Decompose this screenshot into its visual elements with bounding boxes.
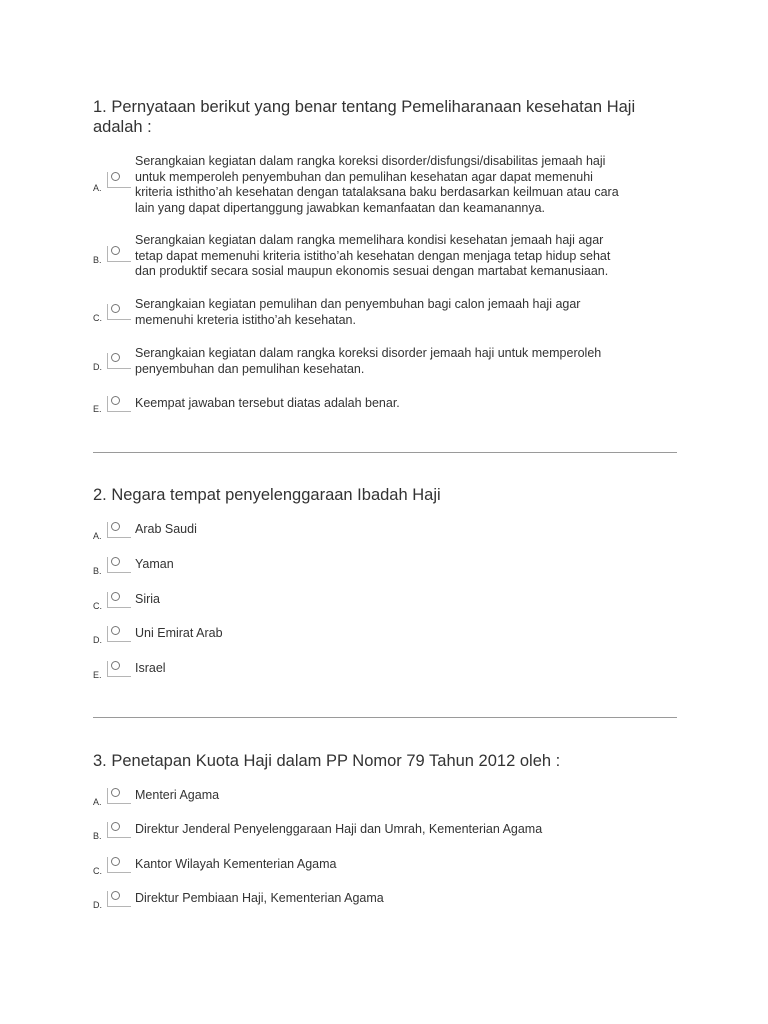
option-text: Yaman — [135, 557, 174, 571]
option-letter: A. — [93, 797, 102, 807]
option-letter: C. — [93, 313, 102, 323]
option-letter: D. — [93, 362, 102, 372]
radio-container — [107, 353, 131, 369]
option-text: Uni Emirat Arab — [135, 626, 223, 640]
option-letter: A. — [93, 531, 102, 541]
question-divider — [93, 452, 677, 453]
option-text: Siria — [135, 592, 161, 606]
option-letter: B. — [93, 566, 102, 576]
option-letter: B. — [93, 255, 102, 265]
option-text: Direktur Pembiaan Haji, Kementerian Agama — [135, 891, 384, 905]
option-letter: D. — [93, 635, 102, 645]
question-2 — [93, 485, 678, 680]
option-text: Israel — [135, 661, 166, 675]
radio-button[interactable] — [111, 522, 120, 531]
radio-button[interactable] — [111, 788, 120, 797]
radio-button[interactable] — [111, 592, 120, 601]
radio-button[interactable] — [111, 172, 120, 181]
radio-button[interactable] — [111, 353, 120, 362]
option-text: Serangkaian kegiatan dalam rangka koreksi disorder/disfungsi/disabilitas jemaah haji untuk memperoleh penyembuhan dan pemulihan kesehatan agar dapat memenuhi kriteria isthitho’ah kesehatan dengan tatalaksana baku berdasarkan keilmuan atau cara lain yang dapat dipertanggung jawabkan kemanfaatan dan keamanannya. — [135, 154, 619, 215]
radio-button[interactable] — [111, 304, 120, 313]
radio-container — [107, 396, 131, 412]
question-2-title: 2. Negara tempat penyelenggaraan Ibadah Haji — [93, 486, 441, 504]
radio-button[interactable] — [111, 396, 120, 405]
option-text: Arab Saudi — [135, 522, 197, 536]
radio-container — [107, 661, 131, 677]
option-letter: E. — [93, 404, 102, 414]
option-letter: C. — [93, 866, 102, 876]
radio-container — [107, 626, 131, 642]
radio-button[interactable] — [111, 857, 120, 866]
radio-container — [107, 891, 131, 907]
radio-container — [107, 522, 131, 538]
question-3-title: 3. Penetapan Kuota Haji dalam PP Nomor 79 Tahun 2012 oleh : — [93, 752, 561, 770]
radio-button[interactable] — [111, 661, 120, 670]
question-1 — [93, 97, 678, 414]
option-text: Serangkaian kegiatan dalam rangka koreksi disorder jemaah haji untuk memperoleh penyembuhan dan pemulihan kesehatan. — [135, 346, 602, 376]
question-1-title: 1. Pernyataan berikut yang benar tentang Pemeliharanaan kesehatan Haji adalah : — [93, 98, 636, 136]
option-letter: A. — [93, 183, 102, 193]
option-letter: E. — [93, 670, 102, 680]
option-letter: D. — [93, 900, 102, 910]
option-text: Serangkaian kegiatan dalam rangka memelihara kondisi kesehatan jemaah haji agar tetap dapat memenuhi kriteria istitho’ah kesehatan dengan menjaga tetap hidup sehat dan produktif secara sosial maupun ekonomis sesuai dengan martabat kemanusiaan. — [135, 233, 611, 278]
radio-container — [107, 557, 131, 573]
question-3 — [93, 751, 678, 910]
option-text: Direktur Jenderal Penyelenggaraan Haji dan Umrah, Kementerian Agama — [135, 822, 543, 836]
radio-container — [107, 246, 131, 262]
option-letter: B. — [93, 831, 102, 841]
question-divider — [93, 717, 677, 718]
option-text: Menteri Agama — [135, 788, 220, 802]
radio-button[interactable] — [111, 246, 120, 255]
option-text: Serangkaian kegiatan pemulihan dan penyembuhan bagi calon jemaah haji agar memenuhi kreteria istitho’ah kesehatan. — [135, 297, 581, 327]
radio-button[interactable] — [111, 891, 120, 900]
option-text: Keempat jawaban tersebut diatas adalah benar. — [135, 396, 400, 410]
radio-button[interactable] — [111, 557, 120, 566]
radio-container — [107, 788, 131, 804]
radio-container — [107, 592, 131, 608]
radio-container — [107, 172, 131, 188]
radio-container — [107, 304, 131, 320]
radio-button[interactable] — [111, 626, 120, 635]
radio-container — [107, 822, 131, 838]
option-text: Kantor Wilayah Kementerian Agama — [135, 857, 337, 871]
radio-button[interactable] — [111, 822, 120, 831]
option-letter: C. — [93, 601, 102, 611]
radio-container — [107, 857, 131, 873]
